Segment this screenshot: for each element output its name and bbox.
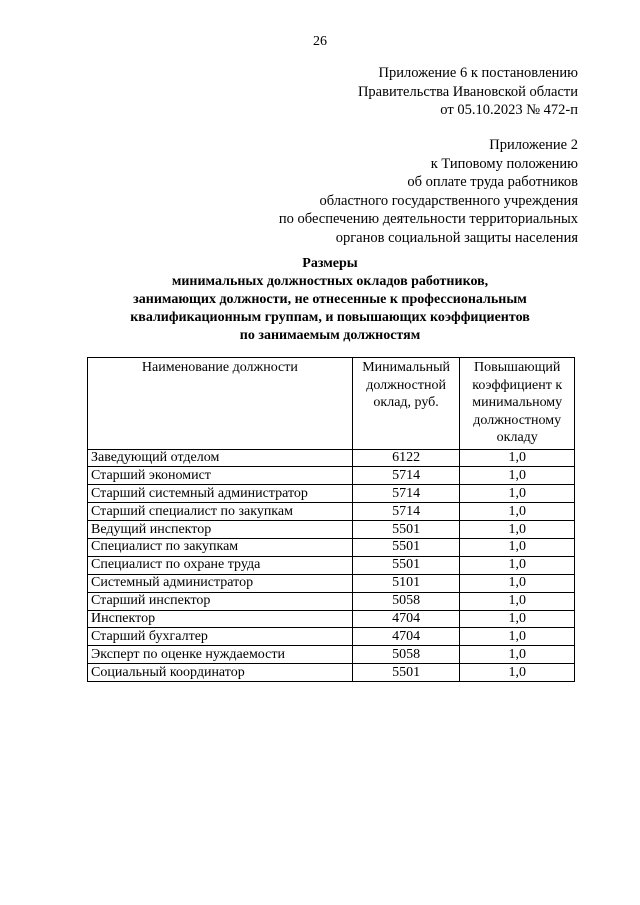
annex-line: по обеспечению деятельности территориальных bbox=[278, 211, 578, 227]
table-row bbox=[88, 574, 575, 592]
coefficient-cell: 1,0 bbox=[460, 538, 575, 556]
annex-line: органов социальной защиты населения bbox=[335, 229, 578, 246]
salary-cell: 5714 bbox=[352, 485, 460, 503]
position-name-cell: Специалист по охране труда bbox=[88, 556, 353, 574]
salary-cell: 5501 bbox=[352, 664, 460, 682]
coefficient-cell: 1,0 bbox=[460, 646, 575, 664]
coefficient-cell: 1,0 bbox=[460, 556, 575, 574]
coefficient-cell: 1,0 bbox=[460, 449, 575, 467]
coefficient-cell: 1,0 bbox=[460, 467, 575, 485]
table-body bbox=[88, 449, 575, 682]
salary-cell: 5714 bbox=[352, 503, 460, 521]
page-number: 26 bbox=[313, 34, 327, 49]
position-name-cell: Эксперт по оценке нуждаемости bbox=[88, 646, 353, 664]
salary-cell: 5101 bbox=[352, 574, 460, 592]
table-row bbox=[88, 628, 575, 646]
position-name-cell: Старший инспектор bbox=[88, 592, 353, 610]
title-line: минимальных должностных окладов работников, bbox=[171, 274, 489, 289]
header-minimum-salary: Минимальный должностной оклад, руб. bbox=[352, 358, 460, 450]
header-position-name: Наименование должности bbox=[88, 358, 353, 450]
coefficient-cell: 1,0 bbox=[460, 592, 575, 610]
table-row bbox=[88, 610, 575, 628]
annex-line: Приложение 6 к постановлению bbox=[378, 65, 578, 81]
annex-line: Приложение 2 bbox=[489, 137, 578, 153]
table-header-row bbox=[88, 358, 575, 450]
table-row bbox=[88, 592, 575, 610]
position-name-cell: Инспектор bbox=[88, 610, 353, 628]
salary-cell: 5058 bbox=[352, 592, 460, 610]
position-name-cell: Старший бухгалтер bbox=[88, 628, 353, 646]
title-line: квалификационным группам, и повышающих коэффициентов bbox=[130, 310, 530, 325]
position-name-cell: Заведующий отделом bbox=[88, 449, 353, 467]
coefficient-cell: 1,0 bbox=[460, 610, 575, 628]
annex-line: от 05.10.2023 № 472-п bbox=[440, 102, 578, 118]
position-name-cell: Старший экономист bbox=[88, 467, 353, 485]
annex-line: об оплате труда работников bbox=[407, 174, 578, 190]
position-name-cell: Ведущий инспектор bbox=[88, 521, 353, 539]
table-row bbox=[88, 556, 575, 574]
coefficient-cell: 1,0 bbox=[460, 485, 575, 503]
salary-cell: 5501 bbox=[352, 538, 460, 556]
table-row bbox=[88, 521, 575, 539]
document-title bbox=[80, 255, 580, 345]
table-row bbox=[88, 485, 575, 503]
position-name-cell: Специалист по закупкам bbox=[88, 538, 353, 556]
header-coefficient: Повышающий коэффициент к минимальному должностному окладу bbox=[460, 358, 575, 450]
position-name-cell: Социальный координатор bbox=[88, 664, 353, 682]
salary-cell: 6122 bbox=[352, 449, 460, 467]
annex-reference-regulation bbox=[279, 136, 578, 247]
coefficient-cell: 1,0 bbox=[460, 574, 575, 592]
table-row bbox=[88, 467, 575, 485]
salary-cell: 5501 bbox=[352, 521, 460, 539]
title-line: Размеры bbox=[302, 256, 358, 271]
table-row bbox=[88, 538, 575, 556]
position-name-cell: Старший системный администратор bbox=[88, 485, 353, 503]
salary-cell: 5714 bbox=[352, 467, 460, 485]
salary-cell: 5058 bbox=[352, 646, 460, 664]
table-row bbox=[88, 664, 575, 682]
salary-cell: 4704 bbox=[352, 610, 460, 628]
annex-reference-resolution bbox=[358, 64, 578, 120]
coefficient-cell: 1,0 bbox=[460, 664, 575, 682]
table-row bbox=[88, 646, 575, 664]
annex-line: к Типовому положению bbox=[430, 155, 578, 172]
table-row bbox=[88, 503, 575, 521]
position-name-cell: Системный администратор bbox=[88, 574, 353, 592]
title-line: занимающих должности, не отнесенные к профессиональным bbox=[133, 292, 527, 307]
coefficient-cell: 1,0 bbox=[460, 521, 575, 539]
annex-line: Правительства Ивановской области bbox=[357, 83, 578, 100]
salary-cell: 4704 bbox=[352, 628, 460, 646]
coefficient-cell: 1,0 bbox=[460, 628, 575, 646]
salary-table bbox=[87, 357, 575, 682]
table-row bbox=[88, 449, 575, 467]
position-name-cell: Старший специалист по закупкам bbox=[88, 503, 353, 521]
salary-cell: 5501 bbox=[352, 556, 460, 574]
title-line: по занимаемым должностям bbox=[239, 328, 421, 343]
coefficient-cell: 1,0 bbox=[460, 503, 575, 521]
annex-line: областного государственного учреждения bbox=[319, 192, 578, 209]
